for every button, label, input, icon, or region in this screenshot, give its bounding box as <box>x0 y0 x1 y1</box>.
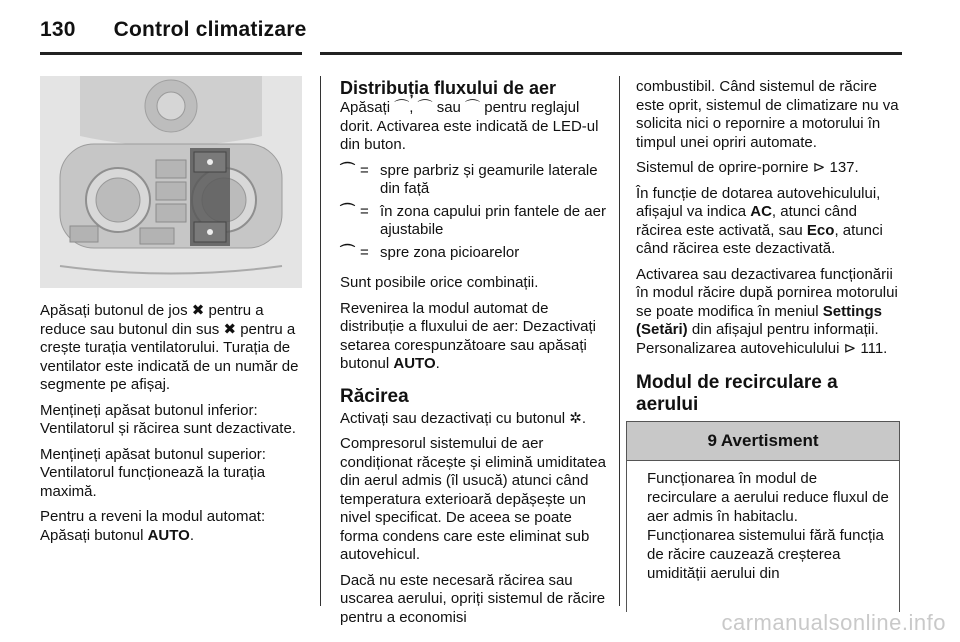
recirculation-heading: Modul de recirculare a aerului <box>636 372 838 415</box>
left-column <box>40 302 304 552</box>
windscreen-icon: ⌒ <box>340 161 356 179</box>
fan-speed-paragraph: Apăsați butonul de jos ✖ pentru a reduce sau butonul din sus ✖ pentru a crește turația ventilatorului. Turația de ventilator este indicată de un număr de segmente pe afișaj. <box>40 302 299 393</box>
warning-header <box>627 422 899 461</box>
column-divider-1 <box>320 76 321 606</box>
warning-box <box>626 421 900 612</box>
auto-label: AUTO <box>147 526 190 544</box>
display-indication-paragraph: În funcție de dotarea autovehiculului, afișajul va indica AC, atunci când răcirea este activată, sau Eco, atunci când răcirea este dezactivată. <box>636 184 883 257</box>
fuel-paragraph: combustibil. Când sistemul de răcire este oprit, sistemul de climatizare nu va solicita nici o repornire a motorului în timpul unei opriri automate. <box>636 78 899 151</box>
hold-upper-paragraph: Mențineți apăsat butonul superior: Ventilatorul funcționează la turația maximă. <box>40 445 266 500</box>
cooling-heading: Răcirea <box>340 385 409 407</box>
return-auto-paragraph: Revenirea la modul automat de distribuție a fluxului de aer: Dezactivați setarea corespunzătoare sau apăsați butonul AUTO. <box>340 299 596 372</box>
header-rule-right <box>320 52 902 55</box>
air-distribution-list <box>340 162 606 263</box>
settings-paragraph: Activarea sau dezactivarea funcționării în modul răcire după pornirea motorului se poate modifica în meniul Settings (Setări) din afișajul pentru informații. <box>636 265 898 338</box>
warning-triangle-icon: 9 <box>707 431 717 450</box>
air-distribution-intro: Apăsați ⌒, ⌒ sau ⌒ pentru reglajul dorit. Activarea este indicată de LED-ul din buton. <box>340 99 599 153</box>
cooling-intro: Activați sau dezactivați cu butonul ✲. <box>340 409 587 427</box>
warning-text: Funcționarea în modul de recirculare a aerului reduce fluxul de aer admis în habitaclu. Funcționarea sistemului fără funcția de răcire cauzează creșterea umidității aerului din <box>647 470 889 582</box>
list-item: ⌒ = în zona capului prin fantele de aer ajustabile <box>340 202 606 238</box>
right-column <box>636 78 904 418</box>
watermark: carmanualsonline.info <box>721 610 946 635</box>
stop-start-ref: Sistemul de oprire-pornire ⊳ 137. <box>636 159 859 176</box>
disable-cooling-paragraph: Dacă nu este necesară răcirea sau uscarea aerului, opriți sistemul de răcire pentru a economisi <box>340 571 606 626</box>
page-title: Control climatizare <box>113 18 307 41</box>
header-rule-left <box>40 52 302 55</box>
page-header <box>40 18 306 42</box>
combinations-paragraph: Sunt posibile orice combinații. <box>340 274 539 291</box>
hold-lower-paragraph: Mențineți apăsat butonul inferior: Ventilatorul și răcirea sunt dezactivate. <box>40 401 296 437</box>
list-item: ⌒ = spre zona picioarelor <box>340 243 520 261</box>
warning-title: Avertisment <box>720 431 819 450</box>
air-distribution-heading: Distribuția fluxului de aer <box>340 78 557 98</box>
head-area-icon: ⌒ <box>340 202 356 220</box>
climate-panel-photo <box>40 76 302 288</box>
personalization-ref: Personalizarea autovehiculului ⊳ 111. <box>636 339 888 357</box>
column-divider-2 <box>619 76 620 606</box>
compressor-paragraph: Compresorul sistemului de aer condiționat răcește și elimină umiditatea din aerul admis (îl usucă) atunci când temperatura exterioară depășește un nivel specificat. De aceea se poate forma condens care este eliminat sub autovehicul. <box>340 435 606 563</box>
page-number: 130 <box>40 18 76 41</box>
list-item: ⌒ = spre parbriz și geamurile laterale din față <box>340 161 598 197</box>
footwell-icon: ⌒ <box>340 243 356 261</box>
auto-mode-paragraph: Pentru a reveni la modul automat: Apăsați butonul AUTO. <box>40 508 266 544</box>
middle-column <box>340 78 606 634</box>
